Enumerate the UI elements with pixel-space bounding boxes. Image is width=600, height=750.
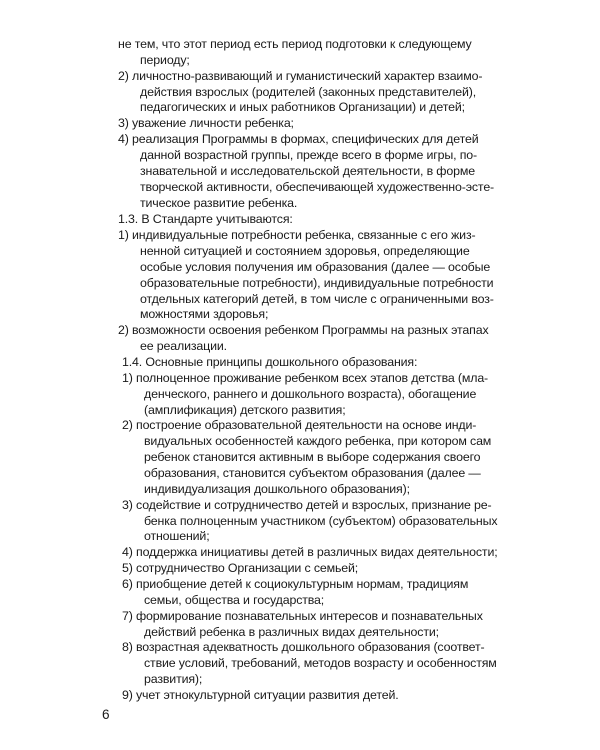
text-line: ствие условий, требований, методов возрасту и особенностям: [144, 656, 497, 670]
text-line: индивидуализация дошкольного образования);: [144, 482, 410, 496]
text-line: особые условия получения им образования (далее — особые: [140, 260, 491, 274]
text-line: денческого, раннего и дошкольного возраста), обогащение: [144, 387, 477, 401]
text-line: можностями здоровья;: [140, 307, 269, 321]
text-line: данной возрастной группы, прежде всего в форме игры, по-: [140, 148, 477, 162]
section-heading: 1.4. Основные принципы дошкольного образования:: [122, 355, 418, 369]
text-line: периоду;: [140, 53, 190, 67]
text-line: 3) содействие и сотрудничество детей и взрослых, признание ре-: [122, 498, 492, 512]
text-line: знавательной и исследовательской деятельности, в форме: [140, 164, 475, 178]
text-line: действия взрослых (родителей (законных представителей),: [140, 85, 477, 99]
text-line: 9) учет этнокультурной ситуации развития детей.: [122, 688, 399, 702]
text-line: ребенок становится активным в выборе содержания своего: [144, 450, 481, 464]
text-line: бенка полноценным участником (субъектом) образовательных: [144, 514, 498, 528]
text-line: 1) полноценное проживание ребенком всех этапов детства (мла-: [122, 371, 489, 385]
text-line: видуальных особенностей каждого ребенка, при котором сам: [144, 434, 492, 448]
text-line: педагогических и иных работников Организации) и детей;: [140, 100, 465, 114]
text-line: (амплификация) детского развития;: [144, 403, 346, 417]
text-line: 5) сотрудничество Организации с семьей;: [122, 561, 359, 575]
text-line: тическое развитие ребенка.: [140, 196, 298, 210]
text-line: 1) индивидуальные потребности ребенка, связанные с его жиз-: [118, 228, 476, 242]
text-line: действий ребенка в различных видах деятельности;: [144, 625, 439, 639]
text-line: 3) уважение личности ребенка;: [118, 116, 294, 130]
text-line: ненной ситуацией и состоянием здоровья, определяющие: [140, 244, 470, 258]
section-heading: 1.3. В Стандарте учитываются:: [118, 212, 293, 226]
text-line: 2) возможности освоения ребенком Программы на разных этапах: [118, 323, 489, 337]
text-line: 7) формирование познавательных интересов и познавательных: [122, 609, 483, 623]
text-line: творческой активности, обеспечивающей художественно-эсте-: [140, 180, 495, 194]
text-line: 2) личностно-развивающий и гуманистический характер взаимо-: [118, 69, 483, 83]
text-line: 2) построение образовательной деятельности на основе инди-: [122, 418, 477, 432]
text-line: 6) приобщение детей к социокультурным нормам, традициям: [122, 577, 469, 591]
text-line: не тем, что этот период есть период подготовки к следующему: [118, 37, 472, 51]
text-line: 8) возрастная адекватность дошкольного образования (соответ-: [122, 640, 485, 654]
text-line: развития);: [144, 672, 203, 686]
text-line: семьи, общества и государства;: [144, 593, 325, 607]
text-line: отдельных категорий детей, в том числе с ограниченными воз-: [140, 292, 494, 306]
text-line: 4) поддержка инициативы детей в различных видах деятельности;: [122, 545, 498, 559]
text-line: образовательные потребности), индивидуальные потребности: [140, 276, 494, 290]
page-number: 6: [102, 707, 110, 722]
text-line: 4) реализация Программы в формах, специфических для детей: [118, 132, 479, 146]
text-line: отношений;: [144, 529, 210, 543]
text-line: ее реализации.: [140, 339, 227, 353]
text-line: образования, становится субъектом образования (далее —: [144, 466, 481, 480]
